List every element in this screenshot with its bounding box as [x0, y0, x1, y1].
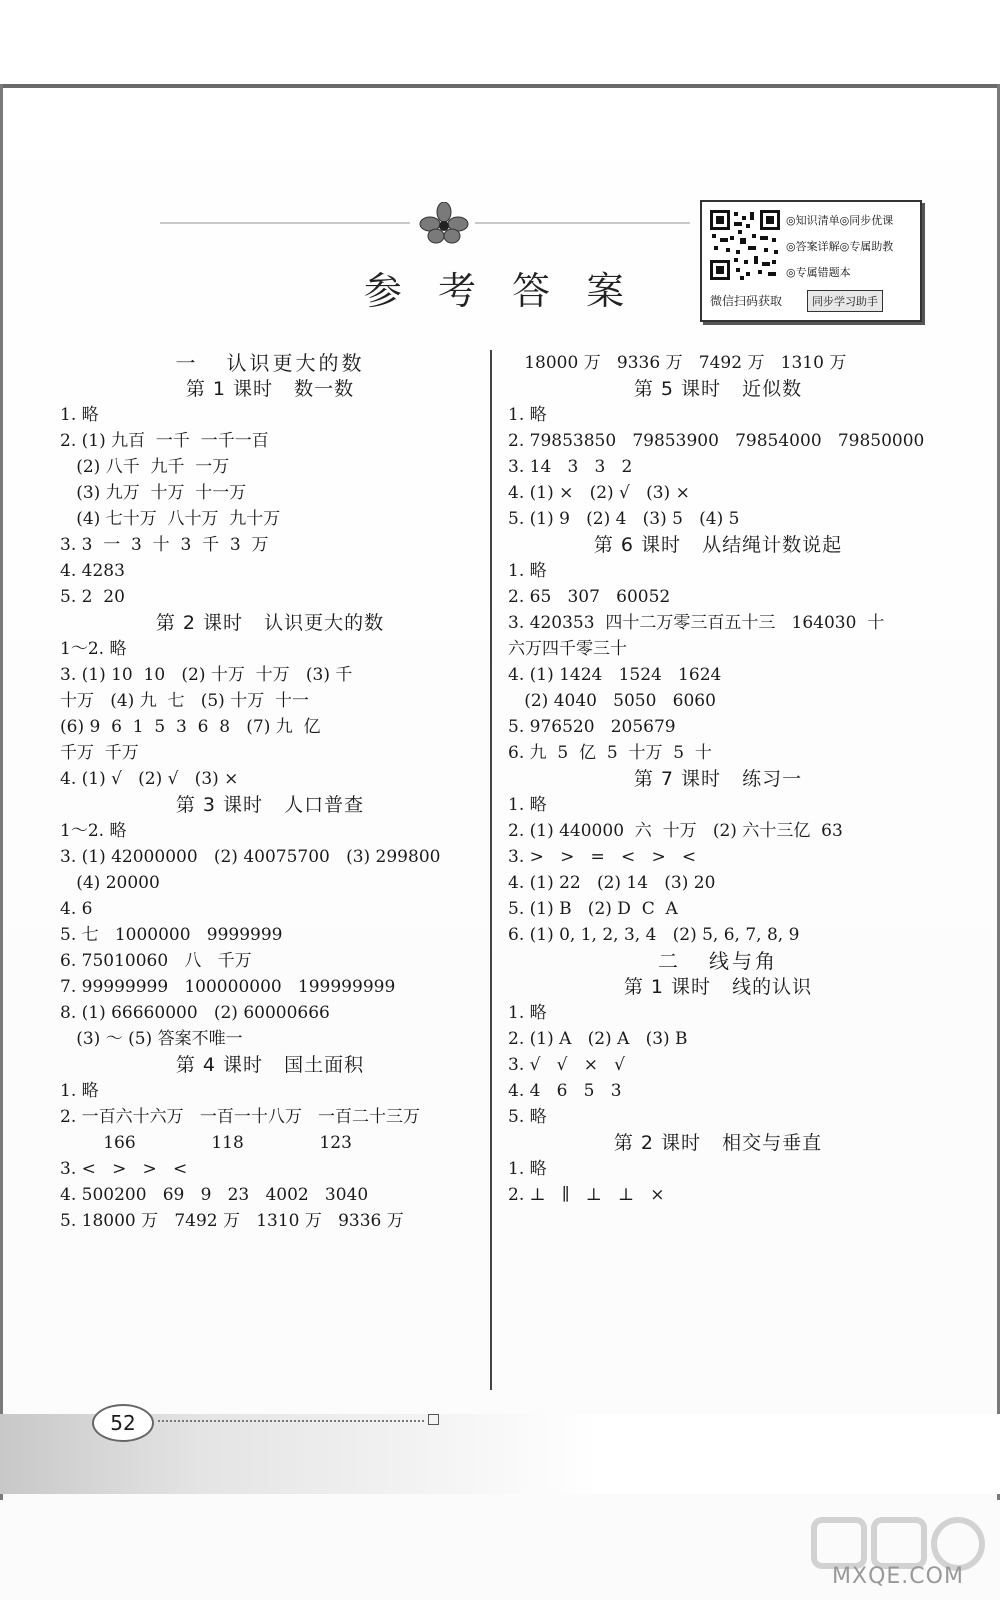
top-border	[0, 84, 1000, 88]
answer-line: (6) 9 6 1 5 3 6 8 (7) 九 亿	[60, 717, 321, 737]
answer-line: 5. (1) B (2) D C A	[508, 899, 678, 919]
answer-line: 5. 18000 万 7492 万 1310 万 9336 万	[60, 1211, 404, 1231]
answer-line: 3. √ √ × √	[508, 1055, 625, 1075]
answer-line: 3. 3 一 3 十 3 千 3 万	[60, 535, 269, 555]
answer-line: 1. 略	[60, 1081, 99, 1101]
answer-line: 1. 略	[508, 1159, 547, 1179]
footer-dotted-rule	[158, 1420, 424, 1422]
qr-code-icon[interactable]	[710, 210, 780, 280]
qr-promo-line-3: ◎专属错题本	[786, 266, 851, 279]
answer-line: 1. 略	[508, 1003, 547, 1023]
flower-ornament-icon	[418, 202, 470, 246]
answer-line: (4) 七十万 八十万 九十万	[60, 509, 281, 529]
answer-line: 1～2. 略	[60, 821, 127, 841]
lesson-heading: 第 2 课时 相交与垂直	[613, 1132, 823, 1154]
answer-line: 1. 略	[508, 561, 547, 581]
answer-line: 3. (1) 10 10 (2) 十万 十万 (3) 千	[60, 665, 353, 685]
answer-line: 6. (1) 0, 1, 2, 3, 4 (2) 5, 6, 7, 8, 9	[508, 925, 800, 945]
lesson-heading: 第 4 课时 国土面积	[175, 1054, 365, 1076]
answer-line: 2. (1) 九百 一千 一千一百	[60, 431, 269, 451]
left-answer-column	[60, 350, 480, 1234]
answer-line: 六万四千零三十	[508, 639, 627, 659]
answer-line: 5. 2 20	[60, 587, 125, 607]
watermark-url: MXQE.COM	[832, 1564, 964, 1589]
answer-line: 3. < > > <	[60, 1159, 188, 1179]
answer-line: 2. (1) A (2) A (3) B	[508, 1029, 688, 1049]
answer-line: 2. 一百六十六万 一百一十八万 一百二十三万	[60, 1107, 421, 1127]
answer-line: 4. 6	[60, 899, 93, 919]
title-rule-right	[475, 222, 690, 224]
answer-line: (4) 20000	[60, 873, 160, 893]
qr-promo-line-1: ◎知识清单◎同步优课	[786, 214, 894, 227]
answer-line: 4. 500200 69 9 23 4002 3040	[60, 1185, 369, 1205]
answer-line: 1～2. 略	[60, 639, 127, 659]
unit-heading: 一 认识更大的数	[175, 351, 365, 375]
answer-line: 2. (1) 440000 六 十万 (2) 六十三亿 63	[508, 821, 843, 841]
answer-line: 18000 万 9336 万 7492 万 1310 万	[508, 353, 847, 373]
answer-line: 5. 七 1000000 9999999	[60, 925, 283, 945]
answer-line: 5. (1) 9 (2) 4 (3) 5 (4) 5	[508, 509, 740, 529]
answer-line: 3. > > = < > <	[508, 847, 697, 867]
qr-scan-label: 微信扫码获取	[710, 294, 783, 308]
answer-line: 4. (1) √ (2) √ (3) ×	[60, 769, 239, 789]
left-border	[0, 84, 3, 1500]
answer-line: (2) 八千 九千 一万	[60, 457, 230, 477]
answer-line: 十万 (4) 九 七 (5) 十万 十一	[60, 691, 310, 711]
lesson-heading: 第 5 课时 近似数	[633, 378, 803, 400]
answer-line: 1. 略	[508, 795, 547, 815]
answer-line: 3. (1) 42000000 (2) 40075700 (3) 299800	[60, 847, 441, 867]
answer-line: (3) ～ (5) 答案不唯一	[60, 1029, 243, 1049]
right-answer-column	[508, 350, 928, 1208]
answer-line: (2) 4040 5050 6060	[508, 691, 716, 711]
answer-line: 5. 略	[508, 1107, 547, 1127]
answer-line: 2. ⊥ ∥ ⊥ ⊥ ×	[508, 1185, 665, 1205]
unit-heading: 二 线与角	[657, 949, 779, 973]
answer-line: 7. 99999999 100000000 199999999	[60, 977, 396, 997]
lesson-heading: 第 6 课时 从结绳计数说起	[593, 534, 843, 556]
lesson-heading: 第 7 课时 练习一	[633, 768, 803, 790]
answer-line: 千万 千万	[60, 743, 139, 763]
qr-promo-box[interactable]	[700, 200, 922, 322]
answer-line: 2. 65 307 60052	[508, 587, 671, 607]
page-title: 参 考 答 案	[363, 269, 637, 313]
lesson-heading: 第 3 课时 人口普查	[175, 794, 365, 816]
answer-line: 5. 976520 205679	[508, 717, 676, 737]
footer-end-square	[428, 1414, 439, 1425]
answer-line: 4. 4283	[60, 561, 125, 581]
page-number: 52	[92, 1404, 154, 1442]
title-rule-left	[160, 222, 410, 224]
answer-line: 3. 420353 四十二万零三百五十三 164030 十	[508, 613, 885, 633]
answer-line: 3. 14 3 3 2	[508, 457, 633, 477]
answer-line: 4. 4 6 5 3	[508, 1081, 622, 1101]
answer-line: 6. 九 5 亿 5 十万 5 十	[508, 743, 712, 763]
answer-line: 2. 79853850 79853900 79854000 79850000	[508, 431, 925, 451]
lesson-heading: 第 1 课时 数一数	[185, 378, 355, 400]
qr-badge: 同步学习助手	[807, 290, 883, 312]
answer-line: 4. (1) 22 (2) 14 (3) 20	[508, 873, 716, 893]
answer-line: 8. (1) 66660000 (2) 60000666	[60, 1003, 330, 1023]
answer-line: 4. (1) × (2) √ (3) ×	[508, 483, 690, 503]
answer-line: 1. 略	[60, 405, 99, 425]
answer-line: 1. 略	[508, 405, 547, 425]
answer-line: 4. (1) 1424 1524 1624	[508, 665, 722, 685]
answer-line: 166 118 123	[60, 1133, 352, 1153]
lesson-heading: 第 2 课时 认识更大的数	[155, 612, 385, 634]
column-divider	[490, 350, 492, 1390]
answer-line: 6. 75010060 八 千万	[60, 951, 252, 971]
lesson-heading: 第 1 课时 线的认识	[623, 976, 813, 998]
answer-line: (3) 九万 十万 十一万	[60, 483, 247, 503]
qr-promo-line-2: ◎答案详解◎专属助教	[786, 240, 894, 253]
